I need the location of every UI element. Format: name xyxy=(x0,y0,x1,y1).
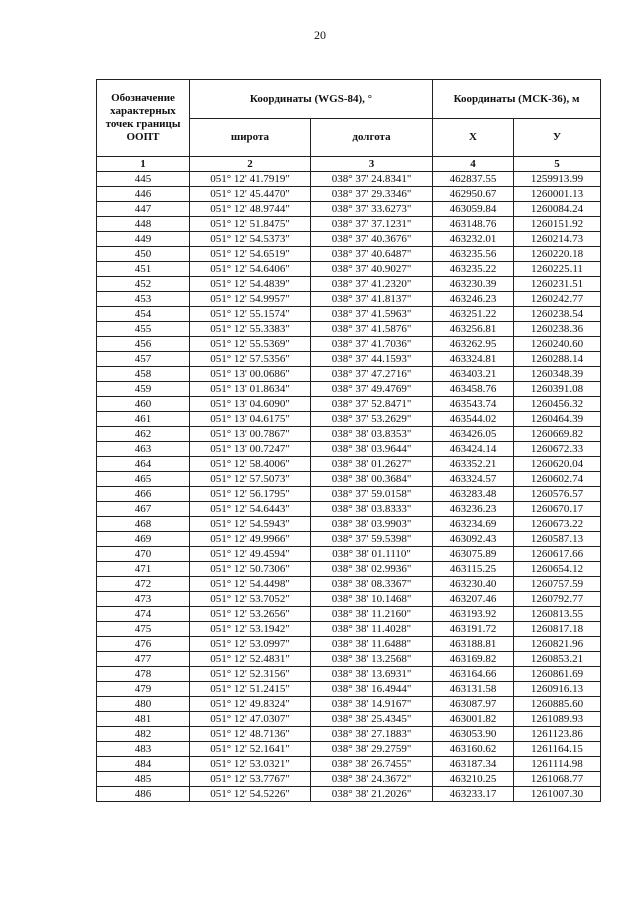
x-cell: 463256.81 xyxy=(433,322,514,337)
point-id-cell: 473 xyxy=(97,592,190,607)
table-row xyxy=(97,247,601,262)
table-row xyxy=(97,187,601,202)
table-row xyxy=(97,277,601,292)
x-cell: 463233.17 xyxy=(433,787,514,802)
longitude-cell: 038° 38' 29.2759" xyxy=(311,742,433,757)
longitude-cell: 038° 37' 44.1593" xyxy=(311,352,433,367)
latitude-cell: 051° 12' 49.4594" xyxy=(190,547,311,562)
point-id-cell: 454 xyxy=(97,307,190,322)
latitude-cell: 051° 12' 53.2656" xyxy=(190,607,311,622)
latitude-cell: 051° 12' 54.5226" xyxy=(190,787,311,802)
point-id-cell: 457 xyxy=(97,352,190,367)
latitude-cell: 051° 12' 53.7767" xyxy=(190,772,311,787)
x-cell: 463262.95 xyxy=(433,337,514,352)
latitude-cell: 051° 12' 52.4831" xyxy=(190,652,311,667)
point-id-cell: 468 xyxy=(97,517,190,532)
x-cell: 463403.21 xyxy=(433,367,514,382)
longitude-cell: 038° 37' 53.2629" xyxy=(311,412,433,427)
latitude-cell: 051° 12' 56.1795" xyxy=(190,487,311,502)
x-cell: 463230.39 xyxy=(433,277,514,292)
longitude-cell: 038° 37' 49.4769" xyxy=(311,382,433,397)
latitude-cell: 051° 12' 54.4839" xyxy=(190,277,311,292)
latitude-cell: 051° 13' 01.8634" xyxy=(190,382,311,397)
y-cell: 1261068.77 xyxy=(514,772,601,787)
table-row xyxy=(97,457,601,472)
latitude-cell: 051° 12' 57.5073" xyxy=(190,472,311,487)
y-cell: 1260617.66 xyxy=(514,547,601,562)
latitude-cell: 051° 12' 53.1942" xyxy=(190,622,311,637)
point-id-cell: 470 xyxy=(97,547,190,562)
latitude-cell: 051° 12' 52.1641" xyxy=(190,742,311,757)
table-row xyxy=(97,757,601,772)
x-cell: 463075.89 xyxy=(433,547,514,562)
y-cell: 1260240.60 xyxy=(514,337,601,352)
point-id-cell: 448 xyxy=(97,217,190,232)
y-cell: 1260885.60 xyxy=(514,697,601,712)
y-cell: 1260238.36 xyxy=(514,322,601,337)
point-id-cell: 471 xyxy=(97,562,190,577)
table-row xyxy=(97,352,601,367)
longitude-cell: 038° 37' 40.6487" xyxy=(311,247,433,262)
table-row xyxy=(97,397,601,412)
table-row xyxy=(97,382,601,397)
y-cell: 1260813.55 xyxy=(514,607,601,622)
y-cell: 1260225.11 xyxy=(514,262,601,277)
table-row xyxy=(97,217,601,232)
longitude-cell: 038° 38' 11.4028" xyxy=(311,622,433,637)
point-id-cell: 463 xyxy=(97,442,190,457)
x-cell: 463164.66 xyxy=(433,667,514,682)
latitude-cell: 051° 12' 41.7919" xyxy=(190,172,311,187)
point-id-cell: 462 xyxy=(97,427,190,442)
point-id-cell: 466 xyxy=(97,487,190,502)
x-cell: 463235.22 xyxy=(433,262,514,277)
x-cell: 463324.81 xyxy=(433,352,514,367)
longitude-cell: 038° 38' 11.6488" xyxy=(311,637,433,652)
table-row xyxy=(97,712,601,727)
latitude-cell: 051° 12' 55.5369" xyxy=(190,337,311,352)
latitude-cell: 051° 12' 54.6519" xyxy=(190,247,311,262)
y-cell: 1260288.14 xyxy=(514,352,601,367)
x-cell: 463544.02 xyxy=(433,412,514,427)
x-cell: 463188.81 xyxy=(433,637,514,652)
latitude-cell: 051° 12' 51.2415" xyxy=(190,682,311,697)
latitude-cell: 051° 12' 49.9966" xyxy=(190,532,311,547)
x-cell: 463207.46 xyxy=(433,592,514,607)
latitude-cell: 051° 12' 54.5943" xyxy=(190,517,311,532)
point-id-cell: 453 xyxy=(97,292,190,307)
latitude-cell: 051° 13' 04.6175" xyxy=(190,412,311,427)
table-row xyxy=(97,367,601,382)
longitude-cell: 038° 38' 25.4345" xyxy=(311,712,433,727)
x-cell: 463148.76 xyxy=(433,217,514,232)
y-cell: 1260576.57 xyxy=(514,487,601,502)
longitude-cell: 038° 38' 03.8353" xyxy=(311,427,433,442)
longitude-cell: 038° 37' 41.5963" xyxy=(311,307,433,322)
x-cell: 462837.55 xyxy=(433,172,514,187)
x-cell: 463232.01 xyxy=(433,232,514,247)
x-cell: 463131.58 xyxy=(433,682,514,697)
longitude-cell: 038° 38' 01.2627" xyxy=(311,457,433,472)
point-id-cell: 447 xyxy=(97,202,190,217)
x-cell: 463234.69 xyxy=(433,517,514,532)
table-row xyxy=(97,412,601,427)
latitude-cell: 051° 12' 53.0997" xyxy=(190,637,311,652)
y-cell: 1260587.13 xyxy=(514,532,601,547)
table-row xyxy=(97,727,601,742)
y-cell: 1260853.21 xyxy=(514,652,601,667)
y-cell: 1260792.77 xyxy=(514,592,601,607)
x-cell: 463458.76 xyxy=(433,382,514,397)
y-cell: 1260001.13 xyxy=(514,187,601,202)
y-cell: 1261007.30 xyxy=(514,787,601,802)
table-row xyxy=(97,292,601,307)
latitude-header: широта xyxy=(190,118,311,157)
table-row xyxy=(97,577,601,592)
y-cell: 1260757.59 xyxy=(514,577,601,592)
longitude-cell: 038° 38' 14.9167" xyxy=(311,697,433,712)
longitude-cell: 038° 38' 03.9903" xyxy=(311,517,433,532)
point-id-cell: 474 xyxy=(97,607,190,622)
longitude-cell: 038° 37' 33.6273" xyxy=(311,202,433,217)
point-id-cell: 459 xyxy=(97,382,190,397)
y-cell: 1260220.18 xyxy=(514,247,601,262)
point-id-cell: 472 xyxy=(97,577,190,592)
longitude-cell: 038° 38' 21.2026" xyxy=(311,787,433,802)
x-cell: 463283.48 xyxy=(433,487,514,502)
column-number: 3 xyxy=(311,157,433,172)
longitude-cell: 038° 37' 41.7036" xyxy=(311,337,433,352)
y-cell: 1260821.96 xyxy=(514,637,601,652)
x-cell: 463187.34 xyxy=(433,757,514,772)
longitude-cell: 038° 38' 13.6931" xyxy=(311,667,433,682)
point-id-cell: 455 xyxy=(97,322,190,337)
longitude-cell: 038° 38' 13.2568" xyxy=(311,652,433,667)
x-cell: 463059.84 xyxy=(433,202,514,217)
y-cell: 1260654.12 xyxy=(514,562,601,577)
point-id-cell: 483 xyxy=(97,742,190,757)
point-id-cell: 479 xyxy=(97,682,190,697)
y-cell: 1260242.77 xyxy=(514,292,601,307)
table-row xyxy=(97,442,601,457)
latitude-cell: 051° 13' 00.7247" xyxy=(190,442,311,457)
table-row xyxy=(97,502,601,517)
table-row xyxy=(97,652,601,667)
msk-header: Координаты (МСК-36), м xyxy=(433,80,601,119)
point-id-cell: 469 xyxy=(97,532,190,547)
table-row xyxy=(97,547,601,562)
y-cell: 1260669.82 xyxy=(514,427,601,442)
longitude-cell: 038° 38' 02.9936" xyxy=(311,562,433,577)
y-header: У xyxy=(514,118,601,157)
point-id-cell: 445 xyxy=(97,172,190,187)
longitude-cell: 038° 37' 24.8341" xyxy=(311,172,433,187)
latitude-cell: 051° 12' 51.8475" xyxy=(190,217,311,232)
table-row xyxy=(97,532,601,547)
y-cell: 1260464.39 xyxy=(514,412,601,427)
table-row xyxy=(97,592,601,607)
table-row xyxy=(97,562,601,577)
y-cell: 1260602.74 xyxy=(514,472,601,487)
latitude-cell: 051° 12' 54.9957" xyxy=(190,292,311,307)
latitude-cell: 051° 12' 53.0321" xyxy=(190,757,311,772)
point-id-cell: 458 xyxy=(97,367,190,382)
longitude-cell: 038° 37' 59.5398" xyxy=(311,532,433,547)
column-number: 2 xyxy=(190,157,311,172)
latitude-cell: 051° 12' 53.7052" xyxy=(190,592,311,607)
latitude-cell: 051° 12' 55.3383" xyxy=(190,322,311,337)
y-cell: 1260238.54 xyxy=(514,307,601,322)
table-row xyxy=(97,787,601,802)
longitude-cell: 038° 38' 03.8333" xyxy=(311,502,433,517)
table-row xyxy=(97,307,601,322)
point-id-cell: 467 xyxy=(97,502,190,517)
longitude-cell: 038° 37' 41.5876" xyxy=(311,322,433,337)
latitude-cell: 051° 12' 48.7136" xyxy=(190,727,311,742)
table-row xyxy=(97,742,601,757)
y-cell: 1260084.24 xyxy=(514,202,601,217)
point-id-cell: 452 xyxy=(97,277,190,292)
table-row xyxy=(97,172,601,187)
column-number: 5 xyxy=(514,157,601,172)
y-cell: 1260456.32 xyxy=(514,397,601,412)
y-cell: 1260817.18 xyxy=(514,622,601,637)
point-id-cell: 484 xyxy=(97,757,190,772)
x-cell: 463424.14 xyxy=(433,442,514,457)
point-id-cell: 450 xyxy=(97,247,190,262)
latitude-cell: 051° 12' 47.0307" xyxy=(190,712,311,727)
longitude-cell: 038° 37' 59.0158" xyxy=(311,487,433,502)
latitude-cell: 051° 12' 57.5356" xyxy=(190,352,311,367)
y-cell: 1260214.73 xyxy=(514,232,601,247)
x-cell: 463193.92 xyxy=(433,607,514,622)
latitude-cell: 051° 12' 54.6406" xyxy=(190,262,311,277)
x-cell: 463191.72 xyxy=(433,622,514,637)
x-cell: 463235.56 xyxy=(433,247,514,262)
longitude-cell: 038° 37' 52.8471" xyxy=(311,397,433,412)
longitude-cell: 038° 37' 40.9027" xyxy=(311,262,433,277)
point-id-cell: 481 xyxy=(97,712,190,727)
table-row xyxy=(97,487,601,502)
longitude-cell: 038° 38' 27.1883" xyxy=(311,727,433,742)
table-header xyxy=(97,80,601,172)
point-id-cell: 461 xyxy=(97,412,190,427)
table-body xyxy=(97,172,601,802)
longitude-header: долгота xyxy=(311,118,433,157)
point-id-cell: 464 xyxy=(97,457,190,472)
point-id-cell: 460 xyxy=(97,397,190,412)
longitude-cell: 038° 37' 47.2716" xyxy=(311,367,433,382)
point-id-cell: 480 xyxy=(97,697,190,712)
y-cell: 1261164.15 xyxy=(514,742,601,757)
point-id-cell: 456 xyxy=(97,337,190,352)
x-cell: 463236.23 xyxy=(433,502,514,517)
latitude-cell: 051° 12' 54.5373" xyxy=(190,232,311,247)
y-cell: 1261114.98 xyxy=(514,757,601,772)
table-row xyxy=(97,202,601,217)
x-cell: 463543.74 xyxy=(433,397,514,412)
latitude-cell: 051° 12' 48.9744" xyxy=(190,202,311,217)
point-id-cell: 446 xyxy=(97,187,190,202)
x-cell: 463001.82 xyxy=(433,712,514,727)
point-id-cell: 486 xyxy=(97,787,190,802)
point-id-cell: 485 xyxy=(97,772,190,787)
x-cell: 463169.82 xyxy=(433,652,514,667)
latitude-cell: 051° 12' 45.4470" xyxy=(190,187,311,202)
longitude-cell: 038° 37' 41.8137" xyxy=(311,292,433,307)
longitude-cell: 038° 38' 03.9644" xyxy=(311,442,433,457)
x-cell: 463426.05 xyxy=(433,427,514,442)
latitude-cell: 051° 12' 49.8324" xyxy=(190,697,311,712)
x-cell: 463160.62 xyxy=(433,742,514,757)
table-row xyxy=(97,517,601,532)
longitude-cell: 038° 38' 01.1110" xyxy=(311,547,433,562)
latitude-cell: 051° 12' 50.7306" xyxy=(190,562,311,577)
table-row xyxy=(97,262,601,277)
point-id-cell: 475 xyxy=(97,622,190,637)
x-cell: 462950.67 xyxy=(433,187,514,202)
longitude-cell: 038° 38' 24.3672" xyxy=(311,772,433,787)
latitude-cell: 051° 12' 55.1574" xyxy=(190,307,311,322)
point-id-cell: 451 xyxy=(97,262,190,277)
y-cell: 1260620.04 xyxy=(514,457,601,472)
longitude-cell: 038° 37' 29.3346" xyxy=(311,187,433,202)
coordinates-table xyxy=(96,79,601,802)
x-cell: 463251.22 xyxy=(433,307,514,322)
x-cell: 463210.25 xyxy=(433,772,514,787)
y-cell: 1260672.33 xyxy=(514,442,601,457)
table-row xyxy=(97,232,601,247)
latitude-cell: 051° 12' 52.3156" xyxy=(190,667,311,682)
y-cell: 1260861.69 xyxy=(514,667,601,682)
latitude-cell: 051° 12' 54.6443" xyxy=(190,502,311,517)
longitude-cell: 038° 37' 37.1231" xyxy=(311,217,433,232)
latitude-cell: 051° 13' 04.6090" xyxy=(190,397,311,412)
point-id-cell: 477 xyxy=(97,652,190,667)
point-id-cell: 449 xyxy=(97,232,190,247)
designation-header: Обозначение характерных точек границы ООПТ xyxy=(97,80,190,157)
table-row xyxy=(97,697,601,712)
table-row xyxy=(97,427,601,442)
latitude-cell: 051° 12' 54.4498" xyxy=(190,577,311,592)
longitude-cell: 038° 38' 11.2160" xyxy=(311,607,433,622)
column-number: 4 xyxy=(433,157,514,172)
y-cell: 1260670.17 xyxy=(514,502,601,517)
x-cell: 463352.21 xyxy=(433,457,514,472)
point-id-cell: 476 xyxy=(97,637,190,652)
x-cell: 463115.25 xyxy=(433,562,514,577)
longitude-cell: 038° 37' 41.2320" xyxy=(311,277,433,292)
table-row xyxy=(97,637,601,652)
x-cell: 463053.90 xyxy=(433,727,514,742)
latitude-cell: 051° 13' 00.7867" xyxy=(190,427,311,442)
table-row xyxy=(97,322,601,337)
y-cell: 1259913.99 xyxy=(514,172,601,187)
longitude-cell: 038° 38' 00.3684" xyxy=(311,472,433,487)
y-cell: 1260151.92 xyxy=(514,217,601,232)
table-row xyxy=(97,337,601,352)
x-cell: 463324.57 xyxy=(433,472,514,487)
longitude-cell: 038° 37' 40.3676" xyxy=(311,232,433,247)
column-number: 1 xyxy=(97,157,190,172)
table-row xyxy=(97,772,601,787)
table-row xyxy=(97,622,601,637)
x-cell: 463092.43 xyxy=(433,532,514,547)
y-cell: 1260391.08 xyxy=(514,382,601,397)
y-cell: 1261089.93 xyxy=(514,712,601,727)
point-id-cell: 482 xyxy=(97,727,190,742)
wgs-header: Координаты (WGS-84), ° xyxy=(190,80,433,119)
longitude-cell: 038° 38' 16.4944" xyxy=(311,682,433,697)
longitude-cell: 038° 38' 10.1468" xyxy=(311,592,433,607)
point-id-cell: 465 xyxy=(97,472,190,487)
point-id-cell: 478 xyxy=(97,667,190,682)
y-cell: 1260348.39 xyxy=(514,367,601,382)
page-number: 20 xyxy=(314,28,326,42)
longitude-cell: 038° 38' 08.3367" xyxy=(311,577,433,592)
table-row xyxy=(97,607,601,622)
y-cell: 1261123.86 xyxy=(514,727,601,742)
x-cell: 463246.23 xyxy=(433,292,514,307)
table-row xyxy=(97,682,601,697)
x-cell: 463230.40 xyxy=(433,577,514,592)
x-cell: 463087.97 xyxy=(433,697,514,712)
latitude-cell: 051° 12' 58.4006" xyxy=(190,457,311,472)
longitude-cell: 038° 38' 26.7455" xyxy=(311,757,433,772)
y-cell: 1260916.13 xyxy=(514,682,601,697)
table-row xyxy=(97,472,601,487)
y-cell: 1260673.22 xyxy=(514,517,601,532)
table-row xyxy=(97,667,601,682)
y-cell: 1260231.51 xyxy=(514,277,601,292)
latitude-cell: 051° 13' 00.0686" xyxy=(190,367,311,382)
x-header: Х xyxy=(433,118,514,157)
